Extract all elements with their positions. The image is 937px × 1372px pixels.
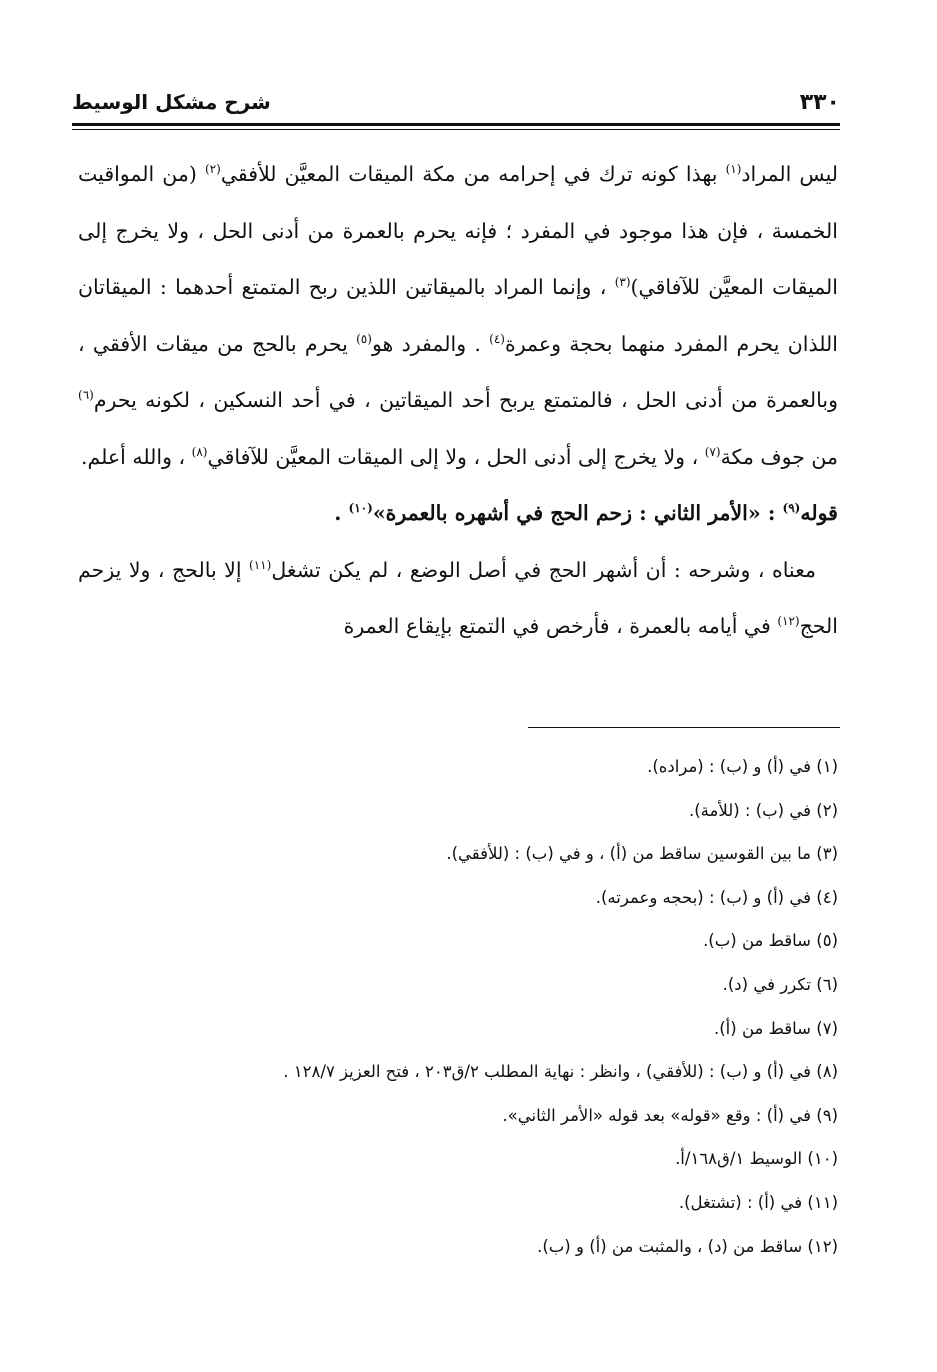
text-run: قوله	[800, 501, 838, 525]
footnotes	[100, 745, 838, 1268]
text-run: . والمفرد هو	[371, 331, 490, 356]
page-number: ٣٣٠	[799, 90, 840, 115]
paragraph-2	[78, 485, 838, 542]
paragraph-3	[78, 542, 838, 655]
footnote-ref: (٩)	[782, 501, 801, 516]
text-run: إلا بالحج ، ولا يزحم الحج	[78, 557, 838, 638]
footnote-ref: (١٠)	[348, 501, 373, 516]
footnote-1: (١) في (أ) و (ب) : (مراده).	[647, 757, 838, 776]
footnote-7: (٧) ساقط من (أ).	[714, 1018, 838, 1038]
footnote-ref: (٥)	[356, 331, 372, 346]
footnote-ref: (١١)	[249, 557, 272, 572]
footnote-10: (١٠) الوسيط ١/ق١٦٨/أ.	[675, 1149, 838, 1169]
footnote-11: (١١) في (أ) : (تشتغل).	[678, 1192, 838, 1212]
footnote-ref: (١)	[725, 162, 742, 177]
footnote-ref: (٨)	[191, 444, 208, 459]
text-run: معناه ، وشرحه : أن أشهر الحج في أصل الوضع ، لم يكن تشغل	[271, 557, 816, 582]
footnote-separator	[528, 727, 840, 728]
text-run: يحرم بالحج من ميقات الأفقي ، وبالعمرة من أدنى الحل ، فالمتمتع يربح أحد الميقاتين ، في أحد النسكين ، لكونه يحرم	[78, 331, 838, 412]
text-run: (من المواقيت الخمسة ، فإن هذا موجود في المفرد ؛ فإنه يحرم بالعمرة من أدنى الحل ، ولا يخرج إلى الميقات المعيَّن للآفاقي)	[78, 162, 838, 299]
footnote-5: (٥) ساقط من (ب).	[703, 931, 838, 951]
footnote-4: (٤) في (أ) و (ب) : (بحجه وعمرته).	[595, 887, 838, 907]
footnote-8: (٨) في (أ) و (ب) : (للأفقي) ، وانظر : نهاية المطلب ٢/ق٢٠٣ ، فتح العزيز ١٢٨/٧ .	[283, 1062, 838, 1082]
footnote-ref: (١٢)	[777, 614, 800, 629]
text-run: :	[760, 501, 783, 525]
text-run: ليس المراد	[741, 162, 839, 186]
footnote-ref: (٣)	[614, 275, 631, 290]
footnote-3: (٣) ما بين القوسين ساقط من (أ) ، و في (ب) : (للأفقي).	[446, 844, 838, 864]
text-run: .	[334, 501, 349, 525]
footnote-12: (١٢) ساقط من (د) ، والمثبت من (أ) و (ب).	[537, 1236, 838, 1256]
text-run: بهذا كونه ترك في إحرامه من مكة الميقات المعيَّن للأفقي	[220, 162, 726, 186]
paragraph-1	[78, 146, 838, 485]
text-run: في أيامه بالعمرة ، فأرخص في التمتع بإيقاع العمرة	[343, 614, 778, 638]
quoted-heading: «الأمر الثاني : زحم الحج في أشهره بالعمرة»	[372, 501, 761, 525]
text-run: ، والله أعلم.	[80, 444, 192, 469]
footnote-9: (٩) في (أ) : وقع «قوله» بعد قوله «الأمر الثاني».	[502, 1105, 838, 1125]
footnote-ref: (٤)	[489, 331, 505, 346]
page-header	[72, 88, 840, 122]
text-run: ، ولا يخرج إلى أدنى الحل ، ولا إلى الميقات المعيَّن للآفاقي	[207, 444, 705, 469]
footnote-6: (٦) تكرر في (د).	[722, 974, 838, 994]
main-text	[78, 146, 838, 655]
text-run: ، وإنما المراد بالميقاتين اللذين ربح المتمتع أحدهما : الميقاتان اللذان يحرم المفرد منهما بحجة وعمرة	[78, 275, 838, 356]
header-rule-thick	[72, 123, 840, 126]
footnote-ref: (٦)	[78, 388, 94, 403]
footnote-2: (٢) في (ب) : (للأمة).	[688, 800, 838, 820]
footnote-ref: (٢)	[204, 162, 221, 177]
text-run: من جوف مكة	[720, 444, 838, 469]
header-rule-thin	[72, 129, 840, 130]
running-title: شرح مشكل الوسيط	[72, 90, 271, 114]
footnote-ref: (٧)	[704, 444, 721, 459]
